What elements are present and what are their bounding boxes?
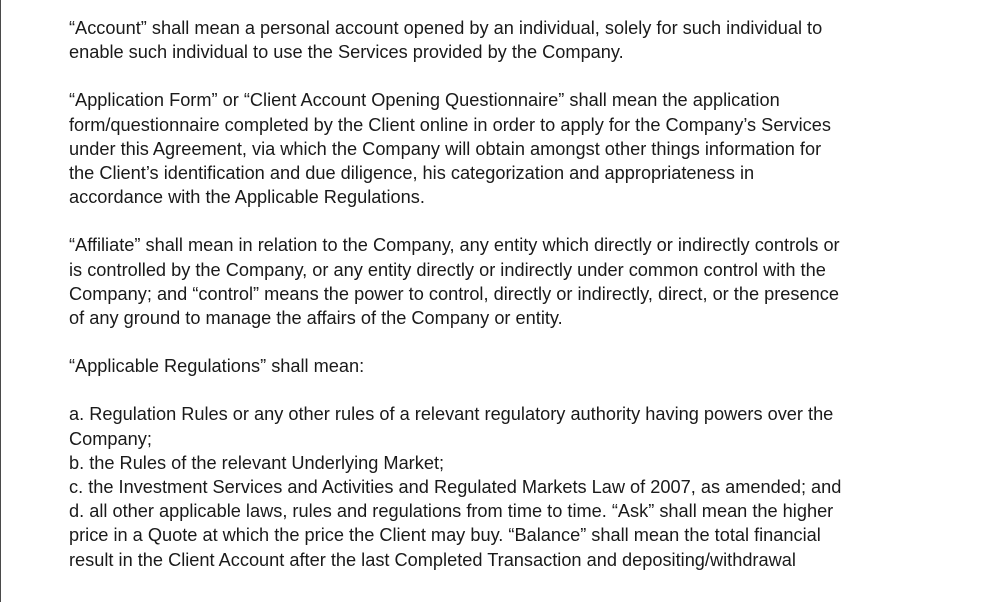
text-line: the Client’s identification and due diligence, his categorization and appropriateness in — [69, 163, 755, 184]
list-item-line: Company; — [69, 428, 152, 449]
text-line: of any ground to manage the affairs of the Company or entity. — [69, 308, 563, 329]
definition-account — [69, 16, 984, 64]
text-line: is controlled by the Company, or any entity directly or indirectly under common control with the — [69, 259, 826, 280]
text-line: Company; and “control” means the power to control, directly or indirectly, direct, or the presence — [69, 283, 839, 304]
regulations-list — [69, 402, 984, 571]
text-line: “Applicable Regulations” shall mean: — [69, 356, 365, 377]
definition-affiliate — [69, 233, 984, 330]
document-page — [69, 16, 984, 572]
list-item-line: result in the Client Account after the last Completed Transaction and depositing/withdrawal — [69, 549, 796, 570]
text-line: “Account” shall mean a personal account opened by an individual, solely for such individual to — [69, 18, 823, 38]
text-line: accordance with the Applicable Regulations. — [69, 187, 425, 208]
list-item-line: price in a Quote at which the price the Client may buy. “Balance” shall mean the total financial — [69, 525, 821, 546]
text-line: form/questionnaire completed by the Client online in order to apply for the Company’s Services — [69, 114, 831, 135]
list-item-line: d. all other applicable laws, rules and regulations from time to time. “Ask” shall mean the higher — [69, 501, 834, 522]
text-line: “Affiliate” shall mean in relation to the Company, any entity which directly or indirectly controls or — [69, 235, 840, 256]
text-line: under this Agreement, via which the Company will obtain amongst other things information for — [69, 138, 822, 159]
definition-applicable-regulations — [69, 354, 984, 378]
text-line: “Application Form” or “Client Account Opening Questionnaire” shall mean the application — [69, 90, 780, 111]
list-item-line: b. the Rules of the relevant Underlying Market; — [69, 452, 445, 473]
list-item-line: c. the Investment Services and Activities and Regulated Markets Law of 2007, as amended; and — [69, 477, 842, 498]
list-item-line: a. Regulation Rules or any other rules of a relevant regulatory authority having powers over the — [69, 404, 834, 425]
page-left-border — [0, 0, 1, 602]
text-line: enable such individual to use the Services provided by the Company. — [69, 42, 624, 63]
definition-application-form — [69, 88, 984, 209]
